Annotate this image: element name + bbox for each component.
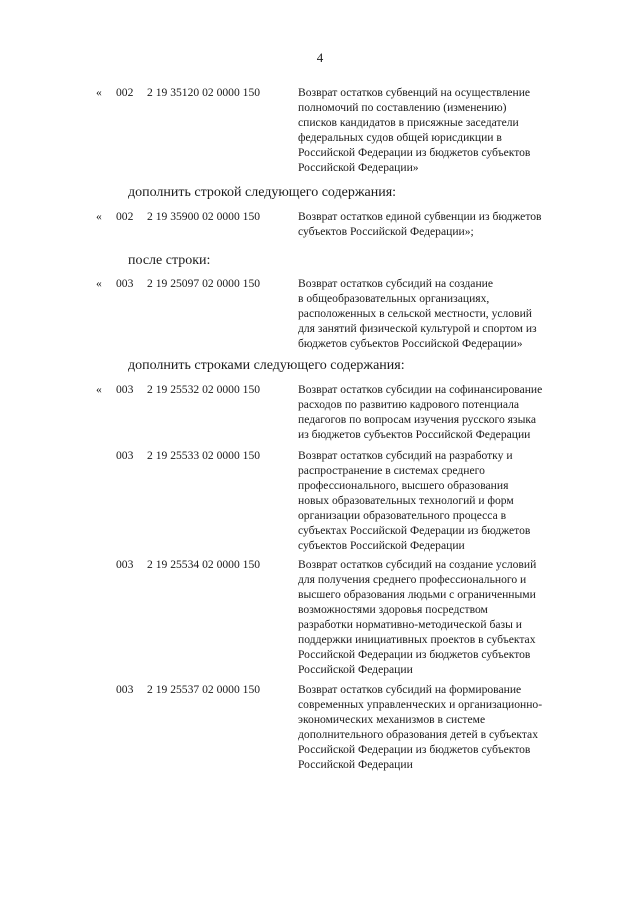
admin-code: 003 [116,277,134,290]
description-line: Российской Федерации из бюджетов субъектов [298,743,531,756]
admin-code: 003 [116,383,134,396]
budget-classification-code: 2 19 25533 02 0000 150 [147,449,261,462]
opening-quote: « [96,210,102,223]
description-line: полномочий по составлению (изменению) [298,101,507,114]
budget-classification-code: 2 19 25097 02 0000 150 [147,277,261,290]
description-line: новых образовательных технологий и форм [298,494,514,507]
description-line: возможностями здоровья посредством [298,603,488,616]
row-description [298,557,588,677]
budget-classification-code: 2 19 25537 02 0000 150 [147,683,261,696]
description-line: Возврат остатков субсидий на формирование [298,683,522,696]
description-line: Возврат остатков субсидий на разработку и [298,449,513,462]
description-line: Возврат остатков субвенций на осуществление [298,86,531,99]
row-description [298,209,588,239]
budget-classification-code: 2 19 25532 02 0000 150 [147,383,261,396]
description-line: разработки нормативно-методической базы и [298,618,522,631]
description-line: списков кандидатов в присяжные заседатели [298,116,519,129]
admin-code: 003 [116,449,134,462]
description-line: из бюджетов субъектов Российской Федерации [298,428,531,441]
description-line: для получения среднего профессионального и [298,573,527,586]
description-line: поддержки инициативных проектов в субъектах [298,633,536,646]
description-line: Российской Федерации» [298,161,419,174]
description-line: современных управленческих и организационно- [298,698,543,711]
description-line: субъектов Российской Федерации»; [298,225,474,238]
description-line: организации образовательного процесса в [298,509,507,522]
opening-quote: « [96,277,102,290]
description-line: распространение в системах среднего [298,464,485,477]
budget-classification-code: 2 19 35120 02 0000 150 [147,86,261,99]
description-line: педагогов по вопросам изучения русского языка [298,413,536,426]
row-description [298,276,588,351]
description-line: Российской Федерации [298,758,413,771]
description-line: Российской Федерации [298,663,413,676]
admin-code: 003 [116,683,134,696]
description-line: Возврат остатков субсидий на создание условий [298,558,537,571]
description-line: профессионального, высшего образования [298,479,509,492]
budget-classification-code: 2 19 35900 02 0000 150 [147,210,261,223]
description-line: Возврат остатков единой субвенции из бюджетов [298,210,542,223]
admin-code: 002 [116,210,134,223]
description-line: высшего образования людьми с ограниченными [298,588,536,601]
admin-code: 002 [116,86,134,99]
description-line: дополнительного образования детей в субъектах [298,728,538,741]
description-line: Возврат остатков субсидии на софинансирование [298,383,543,396]
row-description [298,682,588,772]
row-description [298,448,588,553]
page-number: 4 [316,50,324,65]
description-line: Российской Федерации из бюджетов субъектов [298,648,531,661]
budget-classification-code: 2 19 25534 02 0000 150 [147,558,261,571]
description-line: в общеобразовательных организациях, [298,292,490,305]
description-line: субъектов Российской Федерации [298,539,465,552]
description-line: федеральных судов общей юрисдикции в [298,131,502,144]
description-line: бюджетов субъектов Российской Федерации» [298,337,523,350]
description-line: Возврат остатков субсидий на создание [298,277,494,290]
row-description [298,382,588,442]
description-line: для занятий физической культурой и спортом из [298,322,537,335]
section-instruction: дополнить строками следующего содержания: [128,358,405,373]
opening-quote: « [96,383,102,396]
description-line: расходов по развитию кадрового потенциала [298,398,520,411]
section-instruction: после строки: [128,253,211,268]
admin-code: 003 [116,558,134,571]
opening-quote: « [96,86,102,99]
description-line: расположенных в сельской местности, условий [298,307,532,320]
section-instruction: дополнить строкой следующего содержания: [128,185,397,200]
row-description [298,85,588,175]
description-line: Российской Федерации из бюджетов субъектов [298,146,531,159]
description-line: субъектах Российской Федерации из бюджетов [298,524,531,537]
description-line: экономических механизмов в системе [298,713,486,726]
